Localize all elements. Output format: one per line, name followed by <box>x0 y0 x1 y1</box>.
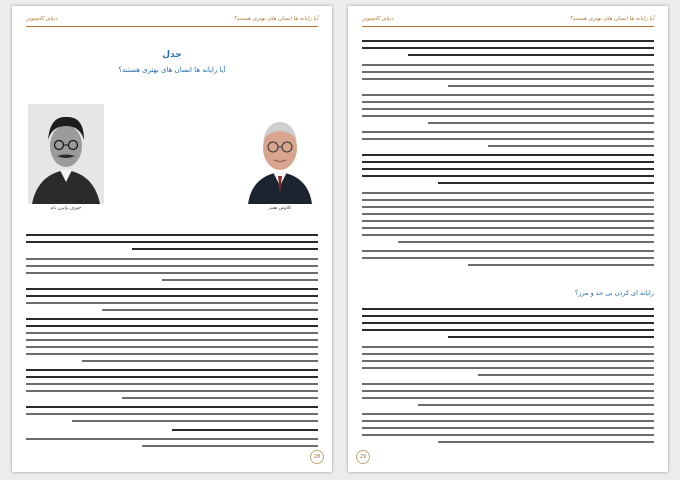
running-header-title: آیا رایانه ها انسان های بهتری هستند؟ <box>233 16 318 22</box>
text-line <box>72 420 318 422</box>
text-line <box>26 325 318 327</box>
text-line <box>26 438 318 440</box>
text-line <box>418 404 654 406</box>
text-line <box>362 101 654 103</box>
text-line <box>362 322 654 324</box>
text-line <box>102 309 318 311</box>
text-line <box>362 40 654 42</box>
text-line <box>362 175 654 177</box>
text-line <box>438 441 654 443</box>
portrait-caption-left: جوزف وایزن بام <box>50 206 82 211</box>
page-29 <box>348 6 668 472</box>
text-line <box>362 308 654 310</box>
text-line <box>362 161 654 163</box>
page-number: 28 <box>310 450 324 464</box>
text-line <box>82 360 318 362</box>
text-line <box>26 241 318 243</box>
page-28 <box>12 6 332 472</box>
text-line <box>362 315 654 317</box>
text-line <box>478 374 654 376</box>
text-line <box>362 427 654 429</box>
chapter-label: جدل <box>162 50 182 60</box>
text-line <box>362 78 654 80</box>
text-line <box>408 54 654 56</box>
text-line <box>398 241 654 243</box>
text-line <box>488 145 654 147</box>
text-line <box>362 71 654 73</box>
text-line <box>362 154 654 156</box>
text-line <box>362 250 654 252</box>
running-header-magazine: دنیای کامپیوتر <box>26 16 58 22</box>
text-line <box>448 85 654 87</box>
text-line <box>26 234 318 236</box>
text-line <box>26 288 318 290</box>
running-header-magazine: دنیای کامپیوتر <box>362 16 394 22</box>
text-line <box>26 390 318 392</box>
text-line <box>362 168 654 170</box>
text-line <box>26 332 318 334</box>
text-line <box>362 199 654 201</box>
section-heading: رایانه ای کردن بی حد و مرز؟ <box>574 289 654 297</box>
text-line <box>362 360 654 362</box>
text-line <box>132 248 318 250</box>
text-line <box>26 376 318 378</box>
text-line <box>362 383 654 385</box>
running-header-title: آیا رایانه ها انسان های بهتری هستند؟ <box>569 16 654 22</box>
text-line <box>468 264 654 266</box>
text-line <box>362 390 654 392</box>
text-line <box>26 258 318 260</box>
text-line <box>362 353 654 355</box>
text-line <box>362 192 654 194</box>
text-line <box>26 413 318 415</box>
portrait-photo-right <box>242 104 318 204</box>
text-line <box>122 397 318 399</box>
portrait-caption-right: کلاوس هفنر <box>268 206 292 211</box>
text-line <box>362 138 654 140</box>
text-line <box>26 265 318 267</box>
text-line <box>26 295 318 297</box>
text-line <box>362 234 654 236</box>
running-header <box>362 16 654 27</box>
text-line <box>26 383 318 385</box>
text-line <box>362 213 654 215</box>
text-line <box>362 346 654 348</box>
text-line <box>362 257 654 259</box>
text-line <box>362 434 654 436</box>
text-line <box>362 227 654 229</box>
text-line <box>26 339 318 341</box>
running-header <box>26 16 318 27</box>
text-line <box>362 94 654 96</box>
text-line <box>26 406 318 408</box>
text-line <box>362 64 654 66</box>
text-line <box>428 122 654 124</box>
text-line <box>362 115 654 117</box>
text-line <box>26 369 318 371</box>
text-line <box>362 206 654 208</box>
text-line <box>26 353 318 355</box>
text-line <box>26 272 318 274</box>
text-line <box>448 336 654 338</box>
text-line <box>26 318 318 320</box>
text-line <box>362 47 654 49</box>
text-line <box>362 367 654 369</box>
text-line <box>26 346 318 348</box>
text-line <box>362 108 654 110</box>
text-line <box>362 397 654 399</box>
text-line <box>362 131 654 133</box>
text-line <box>162 279 318 281</box>
text-line <box>362 220 654 222</box>
article-subtitle: آیا رایانه ها انسان های بهتری هستند؟ <box>118 66 226 74</box>
text-line <box>142 445 318 447</box>
portrait-photo-left <box>28 104 104 204</box>
text-line <box>362 329 654 331</box>
text-line <box>362 420 654 422</box>
text-line <box>172 429 318 431</box>
text-line <box>438 182 654 184</box>
text-line <box>26 302 318 304</box>
text-line <box>362 413 654 415</box>
page-number: 29 <box>356 450 370 464</box>
